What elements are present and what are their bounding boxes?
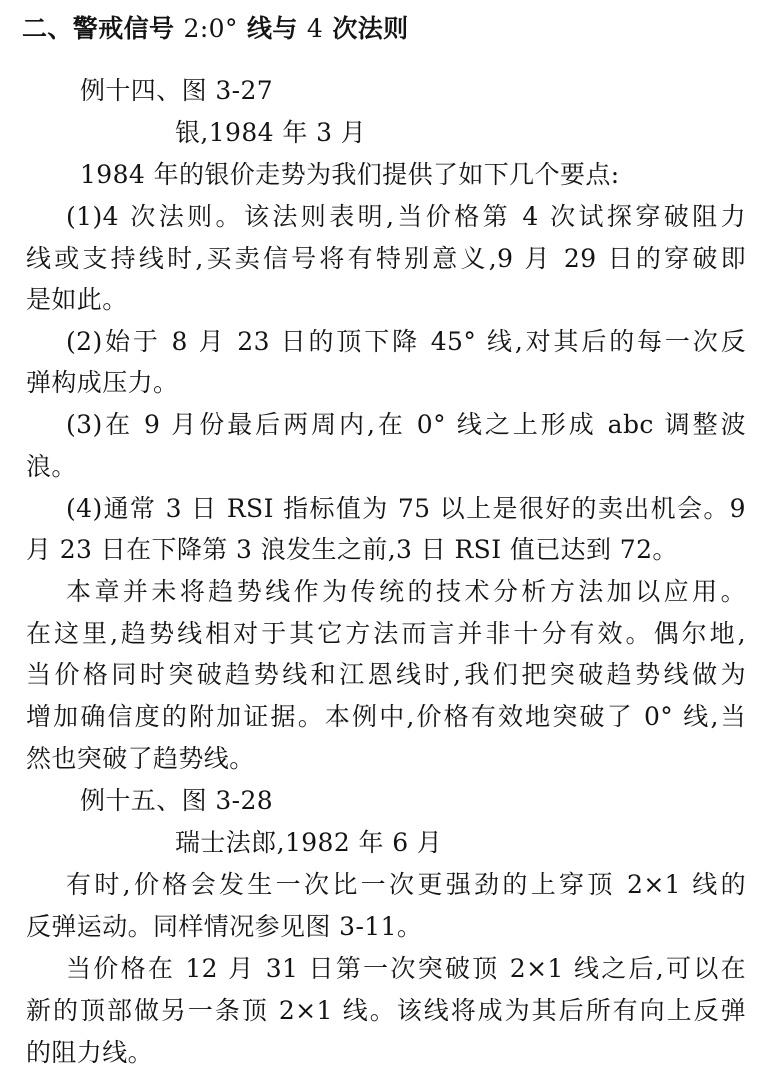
heading-code: 2:0° bbox=[183, 14, 238, 43]
heading-mid: 线与 bbox=[246, 14, 298, 43]
summary-line: 增加确信度的附加证据。本例中,价格有效地突破了 0° 线,当 bbox=[26, 702, 746, 731]
point-1-line: 是如此。 bbox=[26, 285, 128, 314]
point-2-line: (2)始于 8 月 23 日的顶下降 45° 线,对其后的每一次反 bbox=[66, 327, 746, 356]
point-4-line: (4)通常 3 日 RSI 指标值为 75 以上是很好的卖出机会。9 bbox=[66, 494, 746, 523]
summary-line: 本章并未将趋势线作为传统的技术分析方法加以应用。 bbox=[66, 577, 746, 606]
example-15-subtitle: 瑞士法郎,1982 年 6 月 bbox=[175, 828, 443, 857]
example-15-label: 例十五、图 3-28 bbox=[80, 786, 274, 815]
example-15-para-2-line: 当价格在 12 月 31 日第一次突破顶 2×1 线之后,可以在 bbox=[66, 954, 746, 983]
point-3-line: 浪。 bbox=[26, 452, 77, 481]
example-14-subtitle: 银,1984 年 3 月 bbox=[175, 118, 367, 147]
example-15-para-1-line: 反弹运动。同样情况参见图 3-11。 bbox=[26, 912, 423, 941]
heading-num: 4 bbox=[306, 14, 324, 43]
example-14-intro: 1984 年的银价走势为我们提供了如下几个要点: bbox=[80, 160, 620, 189]
heading-suffix: 次法则 bbox=[332, 14, 409, 43]
section-heading bbox=[22, 14, 409, 44]
example-14-label: 例十四、图 3-27 bbox=[80, 76, 274, 105]
summary-line: 然也突破了趋势线。 bbox=[26, 744, 255, 773]
heading-prefix: 二、警戒信号 bbox=[22, 14, 175, 43]
summary-line: 在这里,趋势线相对于其它方法而言并非十分有效。偶尔地, bbox=[26, 619, 746, 648]
point-1-line: 线或支持线时,买卖信号将有特别意义,9 月 29 日的穿破即 bbox=[26, 244, 746, 273]
summary-line: 当价格同时突破趋势线和江恩线时,我们把突破趋势线做为 bbox=[26, 660, 746, 689]
point-4-line: 月 23 日在下降第 3 浪发生之前,3 日 RSI 值已达到 72。 bbox=[26, 535, 678, 564]
example-15-para-2-line: 的阻力线。 bbox=[26, 1038, 154, 1067]
point-3-line: (3)在 9 月份最后两周内,在 0° 线之上形成 abc 调整波 bbox=[66, 410, 746, 439]
example-15-para-2-line: 新的顶部做另一条顶 2×1 线。该线将成为其后所有向上反弹 bbox=[26, 996, 746, 1025]
point-1-line: (1)4 次法则。该法则表明,当价格第 4 次试探穿破阻力 bbox=[66, 202, 746, 231]
example-15-para-1-line: 有时,价格会发生一次比一次更强劲的上穿顶 2×1 线的 bbox=[66, 870, 746, 899]
point-2-line: 弹构成压力。 bbox=[26, 368, 179, 397]
